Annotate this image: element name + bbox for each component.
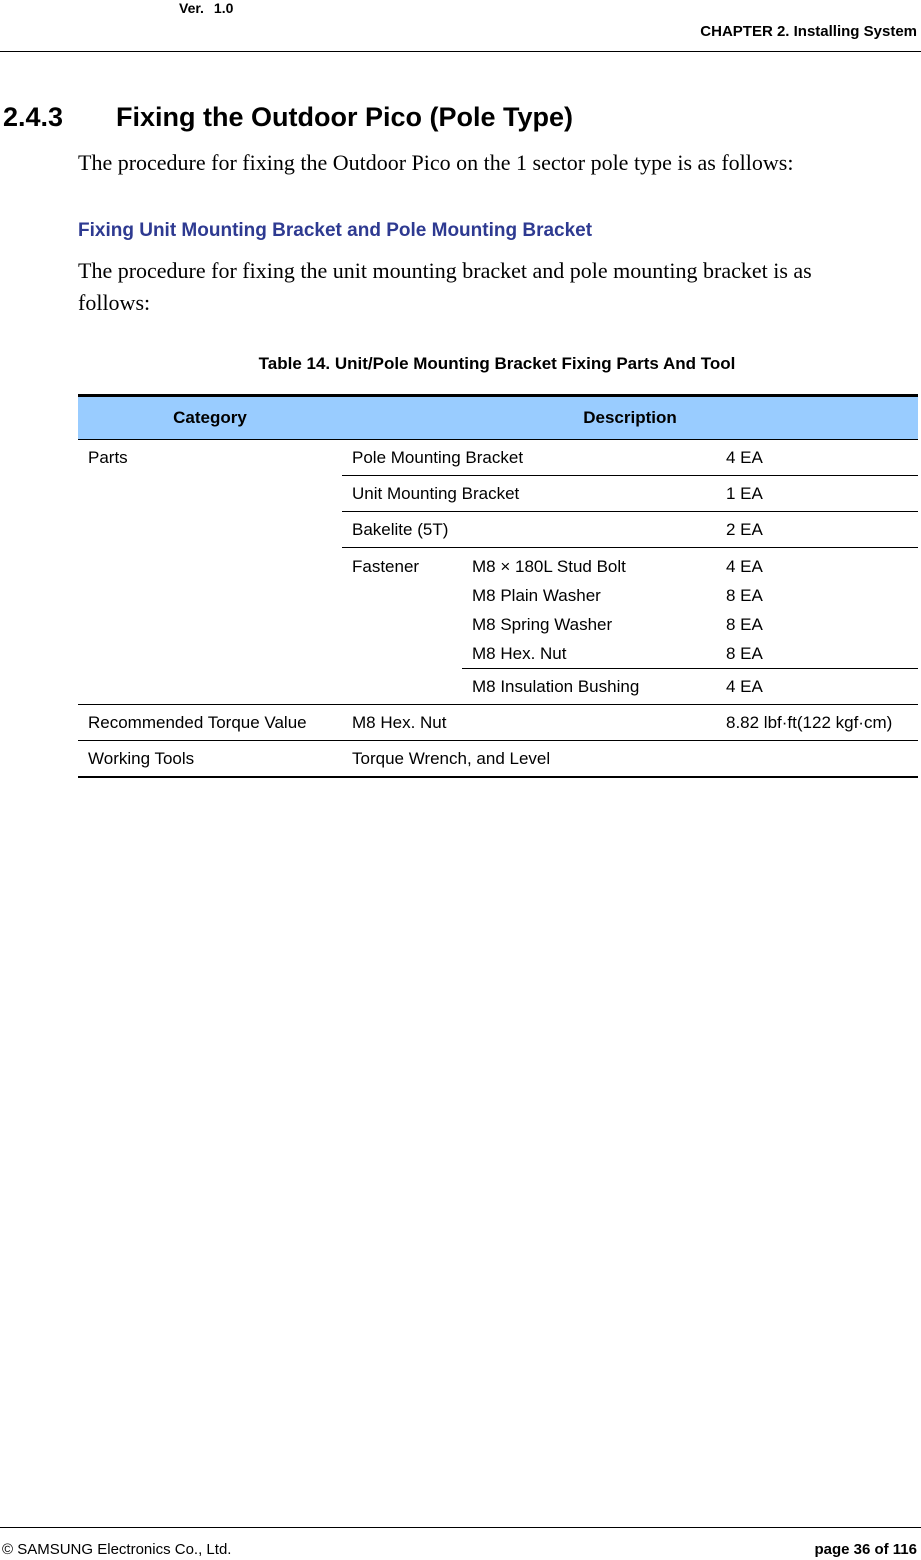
part-item: Bakelite (5T) — [342, 512, 716, 548]
category-parts: Parts — [88, 448, 128, 467]
footer-divider — [0, 1527, 921, 1528]
fastener-item: M8 Spring Washer — [472, 615, 613, 634]
part-qty: 2 EA — [716, 512, 918, 548]
version-label — [179, 0, 233, 16]
fastener-qtys — [716, 548, 918, 669]
header-description: Description — [342, 396, 918, 440]
section-title: Fixing the Outdoor Pico (Pole Type) — [116, 102, 574, 132]
torque-item: M8 Hex. Nut — [342, 705, 716, 741]
footer-copyright: © SAMSUNG Electronics Co., Ltd. — [2, 1541, 232, 1558]
fastener-item: M8 × 180L Stud Bolt — [472, 557, 626, 576]
tools-value: Torque Wrench, and Level — [342, 741, 918, 778]
fastener-label: Fastener — [352, 557, 420, 576]
fastener-qty: 4 EA — [726, 557, 763, 576]
part-item: Unit Mounting Bracket — [342, 476, 716, 512]
table-row — [78, 705, 918, 741]
fastener-qty: 8 EA — [726, 615, 763, 634]
subsection-text: The procedure for fixing the unit mounting bracket and pole mounting bracket is as follows: — [78, 258, 812, 315]
fastener-item: M8 Plain Washer — [472, 586, 601, 605]
header-category: Category — [78, 396, 342, 440]
table-header-row — [78, 396, 918, 440]
fastener-item: M8 Hex. Nut — [472, 644, 567, 663]
category-tools: Working Tools — [78, 741, 342, 778]
part-qty: 1 EA — [716, 476, 918, 512]
fastener-items — [462, 548, 716, 669]
table-row — [78, 440, 918, 476]
bushing-item: M8 Insulation Bushing — [462, 669, 716, 705]
category-torque: Recommended Torque Value — [78, 705, 342, 741]
table-caption: Table 14. Unit/Pole Mounting Bracket Fixing Parts And Tool — [258, 354, 736, 373]
torque-value: 8.82 lbf·ft(122 kgf·cm) — [716, 705, 918, 741]
chapter-title: CHAPTER 2. Installing System — [700, 23, 917, 40]
section-number: 2.4.3 — [3, 102, 64, 132]
section-intro: The procedure for fixing the Outdoor Pico on the 1 sector pole type is as follows: — [78, 150, 794, 175]
header-divider — [0, 51, 921, 52]
footer-page-number: page 36 of 116 — [814, 1541, 917, 1558]
section-heading — [3, 102, 573, 133]
version-number: 1.0 — [213, 0, 234, 16]
parts-table — [78, 394, 918, 778]
part-item: Pole Mounting Bracket — [342, 440, 716, 476]
subsection-title: Fixing Unit Mounting Bracket and Pole Mounting Bracket — [78, 220, 593, 241]
fastener-qty: 8 EA — [726, 586, 763, 605]
part-qty: 4 EA — [716, 440, 918, 476]
table-row — [78, 741, 918, 778]
fastener-qty: 8 EA — [726, 644, 763, 663]
bushing-qty: 4 EA — [716, 669, 918, 705]
version-prefix: Ver. — [179, 0, 204, 16]
